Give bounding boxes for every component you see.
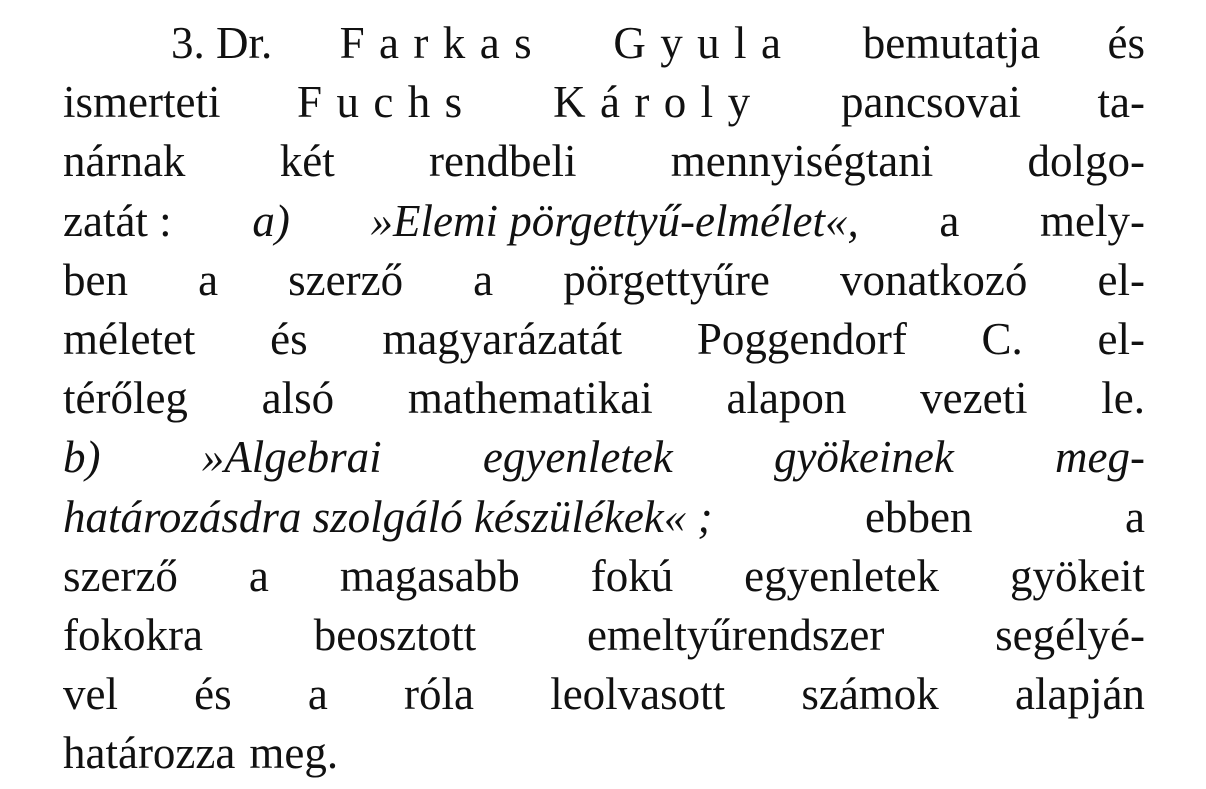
word: magasabb (339, 550, 520, 601)
word: a (473, 254, 494, 305)
word: egyenletek (744, 550, 940, 601)
word: a (1125, 491, 1145, 542)
word: a (939, 195, 960, 246)
word: ismerteti (63, 77, 221, 128)
person-name-fuchs: Fuchs (297, 77, 477, 128)
person-name-farkas: Farkas (339, 18, 546, 68)
work-title-1: »Elemi pörgettyű-elmélet«, (370, 195, 859, 246)
word: leolvasott (550, 669, 726, 720)
word: alapján (1015, 669, 1145, 720)
word: bemutatja (862, 18, 1041, 68)
word: határozza (63, 728, 236, 779)
text-line (63, 724, 1145, 783)
word: dolgo- (1027, 136, 1145, 187)
text-line (63, 251, 1145, 310)
word: és (270, 313, 308, 364)
word: fokokra (63, 609, 203, 660)
word: méletet (63, 313, 196, 364)
paragraph (63, 14, 1145, 783)
word: fokú (590, 550, 674, 601)
work-title-2-word: »Algebrai (201, 432, 382, 483)
text-line (63, 132, 1145, 191)
word: szerző (288, 254, 404, 305)
word: két (279, 136, 335, 187)
text-line (63, 488, 1145, 547)
word: alapon (726, 373, 847, 424)
word: ebben (865, 491, 973, 542)
word: pörgettyűre (563, 254, 770, 305)
word: pancsovai (841, 77, 1021, 128)
word: a (198, 254, 219, 305)
word: el- (1097, 313, 1145, 364)
person-name-gyula: Gyula (613, 18, 796, 68)
word: emeltyűrendszer (586, 609, 885, 660)
word: számok (801, 669, 939, 720)
word: térőleg (63, 373, 188, 424)
word: róla (404, 669, 474, 720)
list-label-b: b) (63, 432, 101, 483)
word: gyökeit (1010, 550, 1145, 601)
work-title-2-end: határozásdra szolgáló készülékek« ; (63, 491, 713, 542)
word: ben (63, 254, 128, 305)
text-line (63, 665, 1145, 724)
text-line (63, 73, 1145, 132)
text-line (63, 428, 1145, 487)
word: a (248, 550, 269, 601)
word: ta- (1097, 77, 1145, 128)
word: C. (981, 313, 1023, 364)
item-number: 3. Dr. (171, 18, 273, 68)
word: vezeti (920, 373, 1028, 424)
word: és (1107, 18, 1145, 68)
word: a (307, 669, 328, 720)
text-line (63, 310, 1145, 369)
word: Poggendorf (696, 313, 907, 364)
word: és (194, 669, 232, 720)
word: rendbeli (429, 136, 577, 187)
word: szerző (63, 550, 178, 601)
word: le. (1101, 373, 1145, 424)
work-title-2-word: egyenletek (482, 432, 673, 483)
work-title-2-word: gyökeinek (773, 432, 954, 483)
word: alsó (261, 373, 335, 424)
word: zatát : (63, 195, 172, 246)
word: meg. (249, 728, 339, 779)
word: beosztott (313, 609, 477, 660)
word: vonatkozó (839, 254, 1028, 305)
word: segélyé- (995, 609, 1145, 660)
person-name-karoly: Károly (553, 77, 765, 128)
word: el- (1097, 254, 1145, 305)
text-line (63, 547, 1145, 606)
work-title-2-word: meg- (1055, 432, 1145, 483)
word: mathematikai (407, 373, 653, 424)
text-line (63, 14, 1145, 73)
list-label-a: a) (252, 195, 290, 246)
word: mely- (1040, 195, 1145, 246)
word: mennyiségtani (670, 136, 934, 187)
text-line (63, 606, 1145, 665)
text-line (63, 369, 1145, 428)
word: vel (63, 669, 118, 720)
word: nárnak (63, 136, 186, 187)
text-line (63, 192, 1145, 251)
word: magyarázatát (382, 313, 623, 364)
